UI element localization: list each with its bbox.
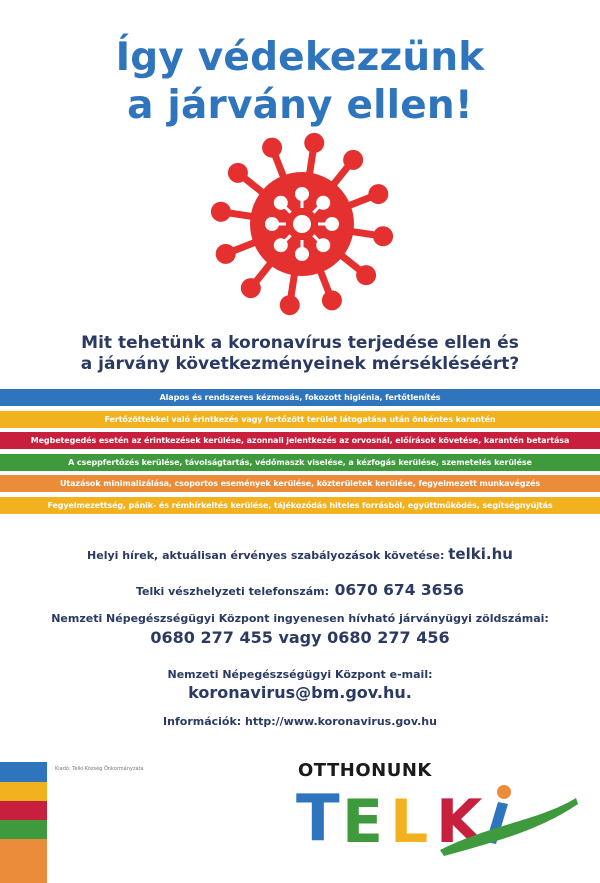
virus-spike-knob [356, 265, 376, 285]
logo-letter-k: K [436, 787, 483, 857]
logo-letter-l: L [390, 787, 429, 857]
stripe-red [0, 801, 47, 820]
virus-spike-knob [343, 150, 363, 170]
virus-spike-knob [211, 202, 231, 222]
stripe-yellow [0, 782, 47, 801]
coronavirus-icon [194, 126, 410, 322]
local-news-label: Helyi hírek, aktuálisan érvényes szabályozások követése: [87, 549, 445, 562]
web-label: Információk: [163, 715, 242, 728]
logo-letter-t: T [296, 782, 340, 856]
poster-title-line1: Így védekezzünk [115, 35, 485, 80]
measures-list [0, 389, 600, 518]
virus-spike-knob [322, 290, 342, 310]
measure-band-hygiene: Alapos és rendszeres kézmosás, fokozott higiénia, fertőtlenítés [0, 389, 600, 406]
telki-logo-mark [290, 780, 580, 868]
otthonunk-telki-logo [290, 758, 580, 868]
measure-band-travel: Utazások minimalizálása, csoportos események kerülése, közterületek kerülése, fegyelmezett munkavégzés [0, 475, 600, 492]
footer-color-stripes [0, 762, 47, 883]
virus-spike-knob [241, 278, 261, 298]
nnk-label: Nemzeti Népegészségügyi Központ ingyenesen hívható járványügyi zöldszámai: [51, 612, 549, 625]
question-heading [0, 333, 600, 375]
publisher-note: Kiadó: Telki Község Önkormányzata [55, 766, 144, 772]
web-link[interactable]: http://www.koronavirus.gov.hu [245, 715, 437, 728]
measure-band-discipline: Fegyelmezettség, pánik- és rémhírkeltés kerülése, tájékozódás hiteles forrásból, együttműködés, segítségnyújtás [0, 497, 600, 514]
stripe-green [0, 820, 47, 839]
phone-number[interactable]: 0670 674 3656 [334, 581, 465, 599]
logo-title: OTTHONUNK [298, 760, 432, 781]
email-label: Nemzeti Népegészségügyi Központ e-mail: [167, 668, 433, 681]
phone-line [0, 580, 600, 599]
web-line [0, 715, 600, 728]
measure-band-quarantine: Fertőzöttekkel való érintkezés vagy fertőzött terület látogatása után önkéntes karantén [0, 411, 600, 428]
virus-spike-knob [304, 133, 324, 153]
virus-spike-knob [228, 163, 248, 183]
question-line2: a járvány következményeinek mérsékléséért? [80, 354, 520, 374]
logo-letter-e: E [342, 787, 383, 857]
local-news-link[interactable]: telki.hu [448, 545, 513, 563]
question-line1: Mit tehetünk a koronavírus terjedése ellen és [81, 333, 519, 353]
poster-title-line2: a járvány ellen! [127, 83, 473, 128]
stripe-orange [0, 839, 47, 883]
phone-label: Telki vészhelyzeti telefonszám: [135, 585, 330, 598]
virus-spike-knob [368, 184, 388, 204]
local-news-line [0, 545, 600, 563]
logo-dot [497, 785, 511, 799]
stripe-blue [0, 762, 47, 782]
virus-spike-knob [262, 138, 282, 158]
virus-spike-knob [216, 244, 236, 264]
measure-band-illness: Megbetegedés esetén az érintkezések kerülése, azonnali jelentkezés az orvosnál, előírások követése, karantén betartása [0, 432, 600, 449]
measure-band-droplet: A cseppfertőzés kerülése, távolságtartás, védőmaszk viselése, a kézfogás kerülése, szemetelés kerülése [0, 454, 600, 471]
poster-title [0, 34, 600, 130]
virus-spike-knob [373, 226, 393, 246]
virus-core [293, 215, 311, 233]
email-address[interactable]: koronavirus@bm.gov.hu. [188, 683, 412, 702]
virus-spike-knob [280, 295, 300, 315]
nnk-numbers[interactable]: 0680 277 455 vagy 0680 277 456 [150, 628, 450, 647]
